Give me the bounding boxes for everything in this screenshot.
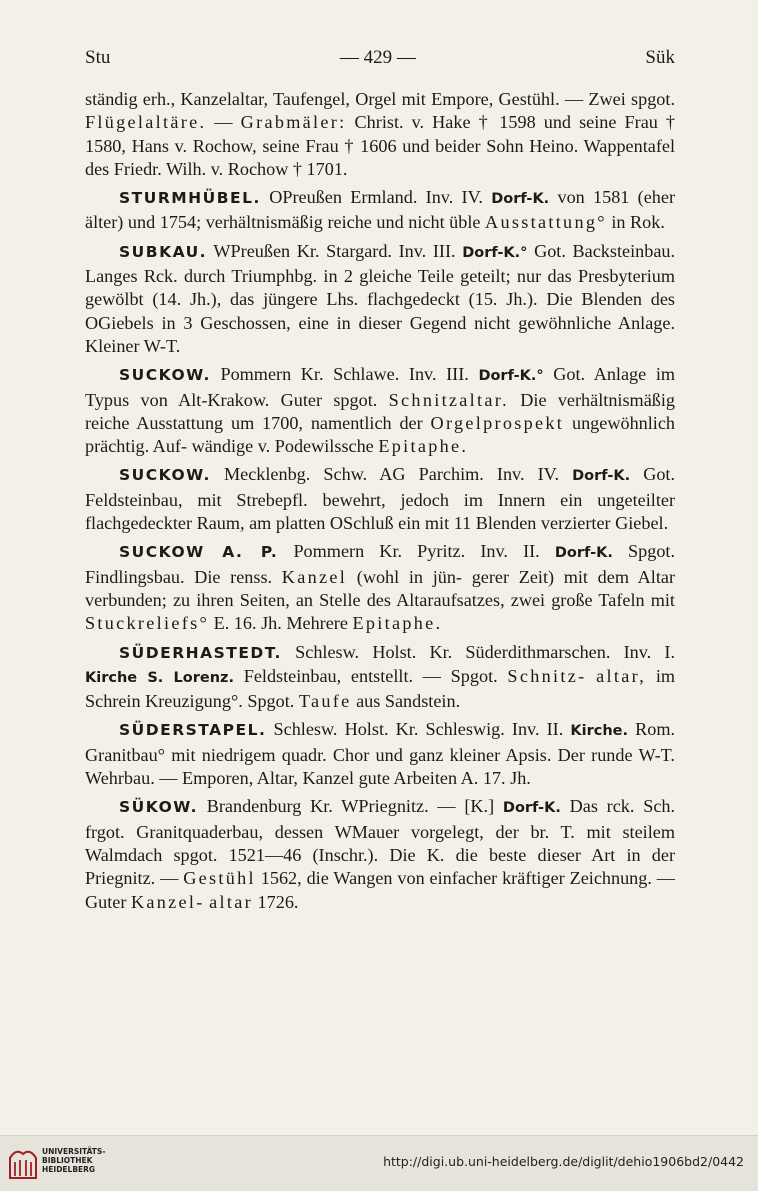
spaced-term: Orgelprospekt (430, 412, 565, 433)
text-line: gerer Zeit) mit dem Altar verbunden; zu ihren Seiten, an Stelle (85, 566, 676, 610)
text-line: Christ. v. Hake (354, 112, 471, 133)
permalink-url[interactable]: http://digi.ub.uni-heidelberg.de/diglit/dehio1906bd2/0442 (383, 1154, 744, 1169)
text-line: und nicht üble (376, 212, 481, 233)
spaced-term: Schnitzaltar. (388, 389, 509, 410)
entry-meta: Brandenburg Kr. WPriegnitz. — [K.] (206, 796, 495, 817)
text-line: und beider Sohn Heino. Wappentafel des Friedr. Wilh. v. Rochow (85, 135, 676, 179)
text-line: ständig erh., Kanzelaltar, Taufengel, Orgel mit Empore, Gestühl. (85, 89, 560, 109)
building-abbr: Dorf-K. (491, 191, 550, 208)
text-line: im Schrein Kreuzigung°. Spgot. (85, 665, 676, 712)
entry-title: SUCKOW. (119, 366, 211, 385)
building-abbr: Dorf-K. (502, 800, 561, 817)
running-header (85, 44, 675, 72)
text-line: wändige v. Podewilssche (191, 436, 374, 457)
spaced-term: Taufe (298, 691, 352, 712)
library-name-line: BIBLIOTHEK (42, 1156, 93, 1165)
entry-meta: Pommern Kr. Pyritz. Inv. II. (293, 541, 540, 562)
header-left: Stu (85, 47, 111, 68)
text-line: Kanzel gute Arbeiten A. 17. Jh. (302, 768, 531, 789)
text-line: Spgot. Findlingsbau. Die renss. (85, 541, 676, 587)
text-line: Kleiner W-T. (85, 335, 181, 356)
building-abbr: Dorf-K. (554, 545, 613, 562)
text-line: Das rck. Sch. frgot. Granitquaderbau, dessen WMauer (85, 796, 676, 842)
text-line: † 1598 und seine Frau † 1580, Hans v. Rochow, seine Frau † 1606 (85, 112, 676, 156)
text-line: 1562, (260, 868, 302, 889)
library-name-line: HEIDELBERG (42, 1165, 96, 1174)
text-line: Got. Anlage im Typus von Alt-Krakow. Guter spgot. (85, 364, 676, 410)
digitization-footer (0, 1135, 758, 1191)
entry-meta: Schlesw. Holst. Kr. Schleswig. Inv. II. (273, 719, 564, 740)
library-name-line: UNIVERSITÄTS- (42, 1147, 106, 1156)
entry-suederstapel (85, 718, 675, 790)
entry-suckow-parchim (85, 463, 675, 535)
text-line: — Zwei spgot. (564, 89, 675, 109)
text-line: E. 16. Jh. (213, 613, 282, 634)
text-line: des Altaraufsatzes, zwei große Tafeln mit (366, 589, 675, 610)
building-abbr: Kirche S. Lorenz. (85, 669, 234, 686)
spaced-term: Kanzel (281, 566, 348, 587)
entry-suckow-pyritz (85, 540, 675, 635)
entry-subkau (85, 240, 675, 358)
text-line: Feldsteinbau, entstellt. — Spgot. (243, 665, 498, 686)
text-line: Innern ein ungeteilter flachgedeckter Raum, am platten OSchluß (85, 489, 676, 534)
spaced-term: Stuckreliefs° (85, 613, 210, 634)
text-line: ungewöhnlich prächtig. Auf- (85, 412, 676, 457)
spaced-term: Grabmäler: (240, 112, 347, 133)
building-abbr: Dorf-K.° (478, 368, 544, 385)
text-line: kleiner Apsis. Der runde W-T. Wehrbau. — (85, 744, 675, 789)
entry-title: SUCKOW. (119, 466, 211, 485)
library-seal-icon (8, 1146, 38, 1180)
library-name (42, 1147, 105, 1174)
page-number: — 429 — (339, 47, 416, 68)
text-line: 2 gleiche Teile geteilt; nur das Presbyterium gewölbt (14. Jh.), das (85, 266, 676, 310)
spaced-term: altar, (596, 665, 647, 686)
text-line: Mehrere (286, 613, 348, 634)
entry-meta: OPreußen Ermland. Inv. IV. (269, 187, 483, 208)
text-line: von 1581 (eher älter) und 1754; verhältnismäßig reiche (85, 187, 676, 233)
text-line: vorgelegt, der br. T. mit steilem Walmdach spgot. 1521—46 (Inschr.). (85, 821, 675, 865)
spaced-term: Epitaphe. (378, 436, 469, 457)
spaced-term: Schnitz- (507, 665, 587, 686)
spaced-term: Epitaphe. (352, 613, 443, 634)
entry-title: SUBKAU. (119, 242, 208, 261)
text-line: Rom. Granitbau° mit niedrigem quadr. Chor und ganz (85, 719, 676, 765)
text-line: Got. Backsteinbau. Langes Rck. durch Triumphbg. in (85, 240, 676, 287)
text-line: jüngere Lhs. flachgedeckt (15. Jh.). Die Blenden des OGiebels in (85, 289, 676, 333)
spaced-term: Gestühl (183, 868, 256, 889)
text-line: Got. Feldsteinbau, mit Strebepfl. bewehrt, jedoch im (85, 464, 676, 510)
text-line: 1726. (257, 891, 299, 912)
text-line: Die verhältnismäßig reiche Ausstattung um 1700, (85, 389, 676, 433)
text-line: die Wangen von einfacher kräftiger Zeichnung. — Guter (85, 868, 675, 912)
entry-suekow (85, 795, 675, 913)
spaced-term: altar (209, 891, 253, 912)
entry-meta: Schlesw. Holst. Kr. Süderdithmarschen. (295, 641, 611, 662)
entry-suckow-schlawe (85, 363, 675, 458)
entry-title: SÜKOW. (119, 798, 198, 817)
text-line: Emporen, Altar, (182, 768, 298, 789)
text-line: (wohl in jün- (356, 566, 462, 587)
intro-paragraph (85, 88, 675, 181)
text-line: † 1701. (292, 158, 348, 179)
text-line: namentlich der (310, 412, 423, 433)
text-line: Inv. I. (623, 641, 676, 662)
spaced-term: Flügelaltäre. (85, 112, 207, 133)
header-right: Sük (645, 47, 675, 68)
building-abbr: Dorf-K. (572, 468, 631, 485)
building-abbr: Kirche. (570, 723, 628, 740)
building-abbr: Dorf-K.° (462, 244, 528, 261)
entry-meta: Pommern Kr. Schlawe. Inv. III. (220, 364, 469, 385)
text-line: Die K. die beste dieser Art in der Priegnitz. — (85, 844, 675, 889)
entry-sturmhuebel (85, 186, 675, 235)
entry-suederhastedt (85, 641, 675, 714)
entry-title: SUCKOW A. P. (119, 543, 279, 562)
spaced-term: Ausstattung° (485, 212, 607, 233)
spaced-term: Kanzel- (130, 891, 205, 912)
text-line: 3 Geschossen, eine in dieser Gegend nicht gewöhnliche Anlage. (183, 312, 675, 333)
entry-title: SÜDERHASTEDT. (119, 643, 282, 662)
body-text (85, 88, 675, 914)
text-line: in Rok. (611, 212, 665, 233)
entry-meta: Mecklenbg. Schw. AG Parchim. Inv. IV. (223, 464, 560, 485)
entry-title: SÜDERSTAPEL. (119, 721, 267, 740)
entry-title: STURMHÜBEL. (119, 189, 261, 208)
text-line: ein mit 11 Blenden verzierter Giebel. (398, 513, 669, 534)
text-dash: — (214, 112, 233, 133)
text-line: aus Sandstein. (356, 691, 461, 712)
entry-meta: WPreußen Kr. Stargard. Inv. III. (213, 240, 456, 261)
